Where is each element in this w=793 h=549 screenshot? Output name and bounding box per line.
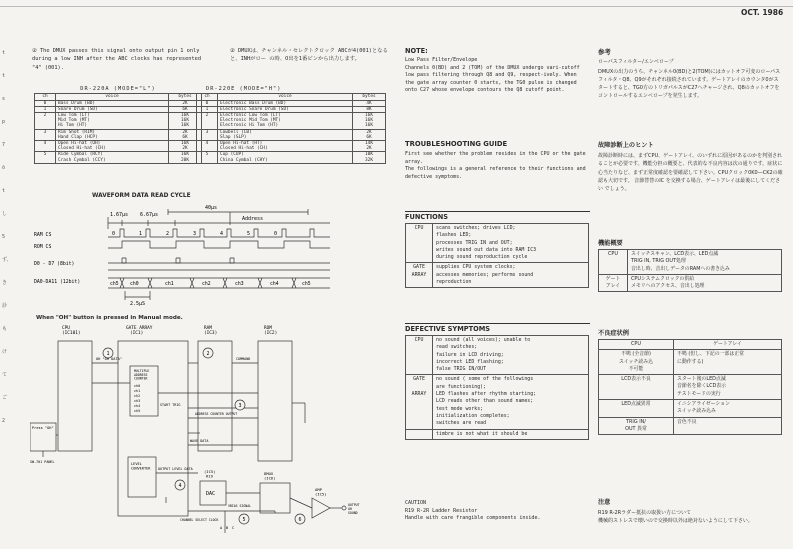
channel-select-label: CHANNEL SELECT CLOCK [180, 518, 219, 522]
cell-bytes: 10K 32K [353, 152, 386, 163]
amp-symbol [312, 498, 330, 518]
dac-label: DAC [206, 491, 216, 497]
row-key: GATE ARRAY [406, 263, 433, 288]
note-section [405, 47, 587, 95]
col-header: bytes [169, 94, 202, 100]
table-row [35, 141, 202, 152]
table-row [406, 263, 589, 288]
step-label: 6 [298, 517, 302, 523]
koshou-body: 故障診断時には、まずCPU、ゲートアレイ、のいずれに原因があるのかを判別されることが必要です。機能分担の概要と、代表的な不良内容は次の通りです。症状に心当たりなど、まず正常度確認を要確認して下さい。CPUクロック0K0—CK2の確認も大切です。 音節替替のIC を交換する場合、ゲートアレイは最後にしてください でしょう。 [598, 153, 783, 193]
furyou-section [598, 328, 783, 435]
address-cell: 5 [247, 231, 251, 237]
manual-title: When "OH" button is pressed in Manual mode. [36, 315, 183, 321]
cell-voice: Electronic Low Tom (LT) Electronic Mid Tom (MT) Electronic Hi Tom (HT) [218, 113, 353, 130]
col-header: ゲートアレイ [674, 340, 782, 350]
channel-label: ch2 [134, 394, 141, 398]
cell-voice: Electronic Snare Drum (SD) [218, 106, 353, 112]
signal-ram-cs: RAM CS [34, 233, 52, 238]
step-label: 3 [238, 403, 242, 409]
cell-voice: Open Hi-hat (HT) Closed Hi-hat (CH) [218, 141, 353, 152]
mult-label: MULTIPLE ADDRESS COUNTER [134, 369, 150, 381]
da-cell: ch1 [165, 282, 174, 287]
panel-label: SW-701 PANEL [30, 460, 55, 464]
row-key: CPU [406, 336, 433, 375]
block-diagram [30, 323, 380, 545]
kinou-section [598, 238, 783, 292]
table-row [35, 129, 202, 140]
dmux-label: DMUX (IC6) [264, 471, 276, 481]
address-cell: 0 [112, 231, 116, 237]
timing-t3: 40µs [205, 205, 218, 211]
table-dr220e [196, 85, 386, 164]
cell-ch: 0 [197, 100, 218, 106]
cell-voice: Snare Drum (SD) [56, 106, 169, 112]
row-value: no sound ( some of the followings are functioning); LED flashes after rhythm starting; LCD reads other than sound names; test mode works; initialization completes; switches are read [433, 375, 589, 429]
table-row [406, 375, 589, 429]
furyou-title: 不良症状例 [598, 330, 629, 337]
step-label: 1 [106, 351, 110, 357]
furyou-table [598, 339, 782, 435]
cell-voice: Electronic Bass Drum (BD) [218, 100, 353, 106]
defective-footer: timbre is not what it should be [433, 429, 589, 439]
kinou-table [598, 249, 782, 292]
signal-rom-cs: ROM CS [34, 245, 52, 250]
ram-box [198, 341, 232, 451]
cell-ch: 4 [35, 141, 56, 152]
row-value: 音色不良 [674, 417, 782, 435]
rom-box [258, 341, 292, 461]
table-row [406, 224, 589, 263]
cell-bytes: 2K [169, 100, 202, 106]
row-value: 不鳴 (但し、下記の一部は正常 に動作する) [674, 350, 782, 375]
channel-label: ch5 [134, 409, 141, 413]
row-value: no sound (all voices); unable to read switches; failure in LCD driving; incorrect LED flashing; false TRIG IN/OUT [433, 336, 589, 375]
sanko-section [598, 47, 783, 101]
table-row [599, 400, 782, 418]
gate-array-box [118, 341, 188, 516]
cell-bytes: 16K 2K [169, 141, 202, 152]
cell-bytes: 16K 16K 16K [169, 113, 202, 130]
kinou-title: 機能概要 [598, 240, 623, 247]
channel-label: ch3 [134, 399, 141, 403]
cell-bytes: 4K [353, 100, 386, 106]
address-cell: 0 [274, 231, 278, 237]
col-header: voice [56, 94, 169, 100]
margin-chars: t t s p 7 ö t し 5 ず、 き 診 も け て ご 2 [2, 50, 12, 424]
col-header: ch [197, 94, 218, 100]
da-cell: ch5 [110, 282, 119, 287]
start-trig-label: START TRIG [160, 403, 181, 407]
cell-voice: Cowbell (CB) Slap (SLP) [218, 129, 353, 140]
oh-data-label: OH "OH DATA" [96, 357, 122, 361]
timing-t2: 6.67µs [140, 212, 159, 218]
table-row [599, 250, 782, 275]
row-key: ゲート アレイ [599, 274, 628, 292]
timing-t1: 1.67µs [110, 212, 129, 218]
dac-ic-label: (IC5) R19 [204, 469, 216, 479]
table-row [599, 274, 782, 292]
sanko-title: 参考 [598, 48, 611, 56]
chui-body: R19 R-2Rラダー抵抗の取扱い方について 機械的ストレスで壊いので交換時以外は絶対ないようにして下さい。 [598, 510, 753, 525]
address-cell: 4 [220, 231, 224, 237]
rom-label: ROM (IC2) [264, 326, 278, 336]
row-value: スタート後のLED点滅 音節名を除くLCD表示 テストモードの実行 [674, 375, 782, 400]
channel-label: ch4 [134, 404, 141, 408]
step-label: 5 [242, 517, 246, 523]
ram-label: RAM (IC3) [204, 326, 218, 336]
table-title: DR-220E (MODE="H") [206, 86, 282, 92]
cell-bytes: 2K 6K [169, 129, 202, 140]
spec-table [34, 93, 202, 163]
cell-ch: 5 [35, 152, 56, 163]
row-key: CPU [406, 224, 433, 263]
cell-voice: Bass Drum (BD) [56, 100, 169, 106]
wave-data-label: WAVE DATA [190, 439, 209, 443]
step-label: 2 [206, 351, 210, 357]
timing-address: Address [242, 216, 264, 222]
table-row [197, 152, 386, 163]
troubleshooting-section [405, 140, 590, 181]
clock-label: C [232, 526, 235, 530]
output-level-label: OUTPUT LEVEL DATA [158, 467, 193, 471]
cell-bytes: 16K 16K 16K [353, 113, 386, 130]
cell-bytes: 2K 6K [353, 129, 386, 140]
functions-table [405, 223, 589, 288]
chui-section [598, 497, 783, 526]
koshou-section [598, 140, 783, 193]
caution-section [405, 500, 590, 523]
defective-title: DEFECTIVE SYMPTOMS [405, 323, 590, 333]
table-row [599, 375, 782, 400]
cpu-box [58, 341, 92, 451]
functions-section [405, 211, 590, 288]
press-oh-label: Press "OH" [32, 426, 54, 430]
address-cell: 3 [193, 231, 197, 237]
vbias-label: VBIAS SIGNAL [228, 504, 252, 508]
header-rule [0, 6, 793, 7]
row-key: LED点滅異常 [599, 400, 674, 418]
level-converter-label: LEVEL CONVERTER [131, 462, 151, 471]
row-value: スイッチスキャン、LCD表示、LED点滅 TRIG IN, TRIG OUT処理 音出し時、音出しデータのRAMへの書き込み [628, 250, 782, 275]
row-key: TRIG IN/ OUT 異常 [599, 417, 674, 435]
table-row [35, 113, 202, 130]
troubleshooting-body: First see whether the problem resides in the CPU or the gate array. The followings is a general reference to their functions and defective symptoms. [405, 151, 586, 180]
row-value: CPUシステムクロックの供給 メモリへのアクセス、音出し処理 [628, 274, 782, 292]
da-cell: ch0 [130, 282, 139, 287]
koshou-title: 故障診断上のヒント [598, 142, 654, 149]
table-title: DR-220A (MODE="L") [80, 86, 156, 92]
channel-label: ch1 [134, 389, 141, 393]
spec-table [196, 93, 386, 163]
table-row [599, 350, 782, 375]
table-row [197, 113, 386, 130]
row-key: GATE ARRAY [406, 375, 433, 429]
cell-ch: 3 [35, 129, 56, 140]
da-cell: ch5 [302, 282, 311, 287]
cell-bytes: 14K 2K [353, 141, 386, 152]
cell-ch: 4 [197, 141, 218, 152]
defective-table [405, 335, 589, 440]
clock-label: A [220, 526, 223, 530]
caution-body: R19 R-2R Ladder Resistor Handle with care frangible components inside. [405, 507, 541, 522]
cell-bytes: 8K [353, 106, 386, 112]
row-key: CPU [599, 250, 628, 275]
cell-ch: 2 [35, 113, 56, 130]
gate-label: GATE ARRAY (IC1) [126, 326, 153, 336]
intro-en: ② The DMUX passes this signal onto output pin 1 only during a low INH after the ABC clocks has represented "4" (001). [32, 48, 202, 71]
sanko-subtitle: ローパスフィルター/エンベロープ [598, 59, 674, 65]
table-row [35, 152, 202, 163]
row-key: LCD表示不良 [599, 375, 674, 400]
cell-ch: 0 [35, 100, 56, 106]
table-row [197, 129, 386, 140]
cell-voice: Rim Shot (RIM) Hand Clap (HCP) [56, 129, 169, 140]
clock-label: B [226, 526, 229, 530]
cell-ch: 3 [197, 129, 218, 140]
cell-voice: Ride Cymbal (RCY) Crash Cymbal (CCY) [56, 152, 169, 163]
row-value: scans switches; drives LCD; flashes LED; processes TRIG IN and OUT; writes sound out data into RAM IC3 during sound reproduction cycle [433, 224, 589, 263]
note-body: Low Pass Filter/Envelope Channels 0(BD) and 2 (TOM) of the DMUX undergo vari-cutoff low pass filtering through Q8 and Q9, respect-ively. When the gate array counter 0 starts, the TG0 pulse is changed onto C27 whose envelope contours the Q8 cutoff point. [405, 57, 580, 94]
defective-section [405, 323, 590, 440]
col-header: bytes [353, 94, 386, 100]
cell-voice: Cup (CUP) China Cymbal (CHY) [218, 152, 353, 163]
address-cell: 1 [139, 231, 143, 237]
issue-date: OCT. 1986 [741, 8, 784, 17]
chui-title: 注意 [598, 499, 611, 506]
command-label: COMMAND [236, 357, 251, 361]
table-row [197, 141, 386, 152]
cell-ch: 2 [197, 113, 218, 130]
sanko-body: DMUXの出力のうち、チャンネル0(BD)と2(TOM)にはカットオフ可変のローパスフィルタ・Q8、Q9がそれぞれ接続されています。ゲートアレイのカウンタ0がスタートすると、TG0方のトリガパルスがC27へチャージされ、Q8のカットオフをコントロールするエンベロープを発生します。 [598, 68, 781, 100]
intro-ja: ② DMUXは、チャンネル・セレクトクロック ABCが4(001)となると、INHがロー の時、O出を1番ピンから出力します。 [230, 48, 388, 63]
timing-t4: 2.5µS [130, 301, 146, 307]
table-dr220a [34, 85, 202, 164]
timing-diagram [30, 203, 375, 308]
address-counter-label: ADDRESS COUNTER OUTPUT [195, 412, 238, 416]
dmux-box [260, 483, 290, 513]
output-label: OUTPUT OH SOUND [348, 503, 360, 515]
table-row [599, 417, 782, 435]
note-title: NOTE: [405, 47, 428, 55]
channel-label: ch0 [134, 384, 141, 388]
cell-bytes: 16K 20K [169, 152, 202, 163]
col-header: voice [218, 94, 353, 100]
functions-title: FUNCTIONS [405, 211, 590, 221]
row-value: イニシアライゼーション スイッチ読み込み [674, 400, 782, 418]
row-key: 不鳴 (全音節) スイッチ読み込 不可能 [599, 350, 674, 375]
cpu-label: CPU (IC101) [62, 326, 81, 336]
waveform-title: WAVEFORM DATA READ CYCLE [92, 193, 191, 199]
amp-label: AMP (IC5) [315, 487, 327, 497]
cell-voice: Low Tom (LT) Mid Tom (MT) Hi Tom (HT) [56, 113, 169, 130]
table-row [406, 336, 589, 375]
caution-title: CAUTION [405, 500, 427, 506]
da-cell: ch2 [202, 282, 211, 287]
col-header: CPU [599, 340, 674, 350]
address-cell: 2 [166, 231, 170, 237]
col-header: ch [35, 94, 56, 100]
signal-d0d7: D0 - D7 (8bit) [34, 262, 75, 267]
signal-da: DA0-DA11 (12bit) [34, 280, 81, 285]
da-cell: ch4 [270, 282, 279, 287]
step-label: 4 [178, 483, 182, 489]
cell-ch: 1 [35, 106, 56, 112]
cell-voice: Open Hi-hat (OH) Closed Hi-hat (CH) [56, 141, 169, 152]
cell-bytes: 6K [169, 106, 202, 112]
da-cell: ch3 [235, 282, 244, 287]
troubleshooting-title: TROUBLESHOOTING GUIDE [405, 140, 508, 148]
row-value: supplies CPU system clocks; accesses memories; performs sound reproduction [433, 263, 589, 288]
cell-ch: 5 [197, 152, 218, 163]
cell-ch: 1 [197, 106, 218, 112]
